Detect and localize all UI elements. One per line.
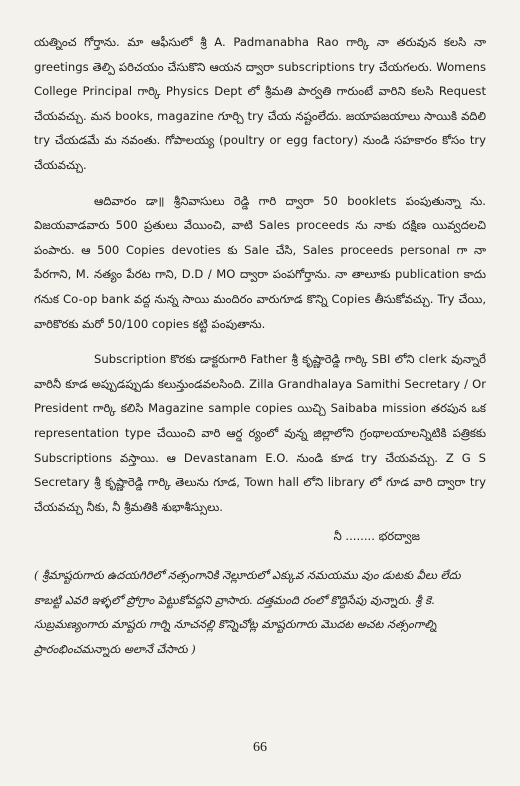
paragraph-3: Subscription కొరకు డాక్టరుగారి Father శ్రీ కృష్ణారెడ్డి గార్కి SBI లోని clerk వున్నారే వారినీ కూడ అప్పుడప్పుడు కలున్తుండవలసింది. Zilla Grandhalaya Samithi Secretary / Or President గార్కి కలిసి Magazine sample copies యిచ్చి Saibaba mission తరపున ఒక representation type చేయించి వారి ఆర్డ ర్యంలో వున్న జిల్లాలోని గ్రంథాలయాలన్నిటికి పత్రికకు Subscriptions వస్తాయి. ఆ Devastanam E.O. నుండి కూడ try చేయవచ్చు. Z G S Secretary శ్రీ కృష్ణారెడ్డి గార్కి తెలును గూడ, Town hall లోని library లో గూడ వారి ద్వారా try చేయవచ్చు నీకు, నీ శ్రీమతికి శుభాశీస్సులు. [34, 352, 486, 514]
paragraph-2: ఆదివారం డా॥ శ్రీనివాసులు రెడ్డి గారి ద్వారా 50 booklets పంపుతున్నా ను. విజయవాడవారు 500 ప్రతులు వేయించి, వాటి Sales proceeds ను నాకు దక్షిణ యివ్వదలచి పంపారు. ఆ 500 Copies devoties కు Sale చేసి, Sales proceeds personal గా నా పేరగాని, M. నత్యం పేరట గాని, D.D / MO ద్వారా పంపగోర్తాను. నా తాలూకు publication కాదు గనుక Co-op bank వద్ద నున్న సాయి మందిరం వారుగూడ కొన్ని Copies తీసుకోవచ్చు. Try చేయి, వారికొరకు మరో 50/100 copies కట్టి పంపుతాను. [34, 193, 486, 331]
page-number: 66 [253, 740, 267, 755]
handwritten-note: ( శ్రీమాష్టరుగారు ఉదయగిరిలో నత్సంగానికి నెల్లూరులో ఎక్కువ నమయము వుం డుటకు వీలు లేదు కాబట్టి ఎవరి ఇళ్ళలో ప్రోగ్రాం పెట్టుకోవద్దని వ్రాసారు. దత్తమంది రంలో కొద్దిసేపు వున్నారు. శ్రీ కె. సుబ్రమణ్యంగారు మాష్టరు గార్ని నూచనల్లి కొన్నిచోట్ల మాష్టరుగారు మొదట అచట నత్సంగాల్ని ప్రారంభించమన్నారు అలానే చేసారు ) [34, 568, 461, 656]
signature: నీ ........ భరద్వాజ [333, 529, 420, 544]
paragraph-1: యత్నించ గోర్తాను. మా ఆఫీసులో శ్రీ A. Padmanabha Rao గార్కి నా తరువున కలసి నా greetings తెల్పి పరిచయం చేసుకొని ఆయన ద్వారా subscriptions try చేయగలరు. Womens College Principal గార్కి Physics Dept లో శ్రీమతి పార్వతి గారుంటే వారిని కలసి Request చేయవచ్చు. మన books, magazine గూర్చి try చేయ నష్టంలేదు. జయాపజయాలు సాయికి వదిలి try చేయడమే మ నవంతు. గోపాలయ్య (poultry or egg factory) నుండి సహకారం కోసం try చేయవచ్చు. [34, 35, 486, 172]
